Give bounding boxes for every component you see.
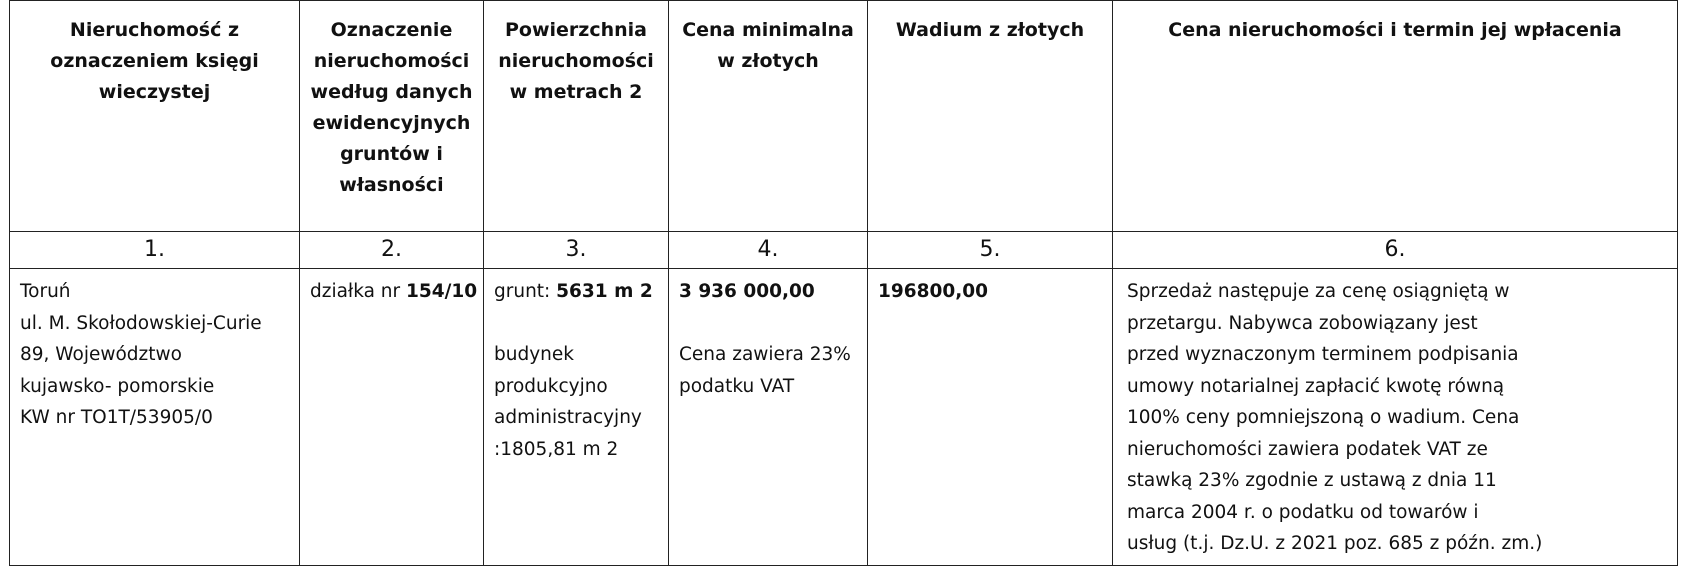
payment-text-line: przetargu. Nabywca zobowiązany jest bbox=[1127, 312, 1478, 334]
land-area-prefix: grunt: bbox=[494, 281, 557, 302]
header-min-price: Cena minimalna w złotych bbox=[669, 1, 868, 232]
table-row bbox=[10, 269, 1678, 566]
cell-payment bbox=[1113, 269, 1678, 566]
column-number: 6. bbox=[1113, 232, 1678, 269]
column-number: 2. bbox=[300, 232, 484, 269]
plot-number: 154/10 bbox=[406, 281, 478, 302]
column-number: 5. bbox=[868, 232, 1113, 269]
payment-text-line: przed wyznaczonym terminem podpisania bbox=[1127, 344, 1519, 365]
price-note-line: Cena zawiera 23% bbox=[679, 344, 851, 365]
deposit-value: 196800,00 bbox=[878, 281, 989, 302]
payment-text-line: 100% ceny pomniejszoną o wadium. Cena bbox=[1127, 407, 1520, 428]
column-number: 3. bbox=[484, 232, 669, 269]
land-area-value: 5631 m 2 bbox=[556, 281, 653, 302]
header-area: Powierzchnia nieruchomości w metrach 2 bbox=[484, 1, 669, 232]
payment-text-line: Sprzedaż następuje za cenę osiągniętą w bbox=[1127, 281, 1510, 302]
header-payment: Cena nieruchomości i termin jej wpłacenia bbox=[1113, 1, 1678, 232]
payment-text-line: usług (t.j. Dz.U. z 2021 poz. 685 z późn. zm.) bbox=[1127, 533, 1543, 554]
header-row bbox=[10, 1, 1678, 232]
cell-plot bbox=[300, 269, 484, 566]
min-price-value: 3 936 000,00 bbox=[679, 281, 815, 302]
column-number: 1. bbox=[10, 232, 300, 269]
header-property: Nieruchomość z oznaczeniem księgi wieczystej bbox=[10, 1, 300, 232]
cell-deposit bbox=[868, 269, 1113, 566]
column-number: 4. bbox=[669, 232, 868, 269]
payment-text-line: stawką 23% zgodnie z ustawą z dnia 11 bbox=[1127, 470, 1497, 491]
property-sale-table bbox=[9, 0, 1678, 566]
building-area-line: produkcyjno bbox=[494, 375, 608, 397]
column-number-row bbox=[10, 232, 1678, 269]
payment-text-line: marca 2004 r. o podatku od towarów i bbox=[1127, 501, 1479, 523]
header-deposit: Wadium z złotych bbox=[868, 1, 1113, 232]
payment-text-line: nieruchomości zawiera podatek VAT ze bbox=[1127, 438, 1488, 460]
building-area-value: :1805,81 m 2 bbox=[494, 438, 619, 460]
price-note-line: podatku VAT bbox=[679, 375, 795, 397]
payment-text-line: umowy notarialnej zapłacić kwotę równą bbox=[1127, 375, 1505, 397]
building-area-line: budynek bbox=[494, 344, 574, 365]
location-line: 89, Województwo bbox=[20, 344, 182, 365]
location-line: ul. M. Skołodowskiej-Curie bbox=[20, 312, 262, 334]
cell-location bbox=[10, 269, 300, 566]
header-designation: Oznaczenie nieruchomości według danych ewidencyjnych gruntów i własności bbox=[300, 1, 484, 232]
cell-area bbox=[484, 269, 669, 566]
location-line: kujawsko- pomorskie bbox=[20, 375, 215, 397]
land-register-number: KW nr TO1T/53905/0 bbox=[20, 407, 213, 428]
cell-min-price bbox=[669, 269, 868, 566]
building-area-line: administracyjny bbox=[494, 407, 642, 428]
plot-prefix: działka nr bbox=[310, 281, 407, 302]
location-line: Toruń bbox=[20, 281, 71, 302]
